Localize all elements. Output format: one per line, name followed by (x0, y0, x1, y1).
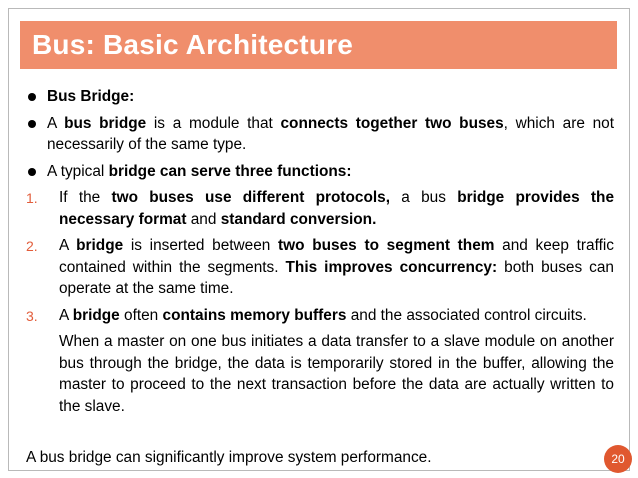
bold-text: connects together two buses (280, 114, 504, 132)
page-number-badge (604, 445, 632, 473)
numbered-item (22, 187, 614, 230)
bold-text: bus bridge (64, 114, 147, 132)
bold-text: bridge can serve three functions: (108, 162, 352, 180)
item-number: 2. (26, 238, 38, 254)
bullet-item (22, 161, 614, 183)
text: and keep traffic contained within the segments. (59, 237, 614, 276)
bold-text: bridge (72, 306, 120, 324)
item-number: 3. (26, 307, 38, 324)
title-bar (20, 21, 617, 69)
item-number: 1. (26, 190, 38, 206)
bold-text: bridge (76, 237, 124, 254)
numbered-item (22, 305, 614, 327)
text: and the associated control circuits. (346, 306, 587, 324)
bullet-dot-icon (28, 93, 36, 101)
slide-title: Bus: Basic Architecture (32, 29, 353, 60)
bold-text: two buses use different protocols, (111, 189, 391, 206)
numbered-item (22, 235, 614, 300)
text: a bus (390, 189, 458, 206)
bold-text: standard conversion. (220, 210, 377, 228)
text: is a module that (146, 114, 281, 132)
text: When a master on one bus initiates a data transfer to a slave module on another bus through the bridge, the data is temporarily stored in the buffer, allowing the master to proceed to the next transaction before the data are actually written to the slave. (59, 333, 614, 415)
text: A (59, 237, 77, 254)
text: , which are not necessarily of the same type. (47, 114, 615, 153)
slide-body (22, 86, 614, 422)
bold-text: bridge provides the necessary format (59, 189, 615, 228)
bullet-item (22, 113, 614, 156)
bullet-dot-icon (28, 168, 36, 176)
page-number: 20 (611, 452, 625, 466)
text: If the (59, 189, 112, 206)
bold-text: Bus Bridge: (47, 88, 135, 105)
bold-text: contains memory buffers (162, 306, 347, 324)
bullet-item (22, 86, 614, 108)
text: A (59, 306, 73, 324)
footer-text: A bus bridge can significantly improve system performance. (26, 449, 432, 466)
text: A (47, 114, 65, 132)
bold-text: two buses to segment them (278, 237, 495, 254)
text: is inserted between (123, 237, 279, 254)
text: and (186, 210, 221, 228)
text: often (119, 306, 163, 324)
paragraph (22, 331, 614, 417)
bullet-dot-icon (28, 120, 36, 128)
bold-text: This improves concurrency: (285, 258, 498, 276)
text: A typical (47, 162, 109, 180)
text: both buses can operate at the same time. (59, 258, 614, 297)
